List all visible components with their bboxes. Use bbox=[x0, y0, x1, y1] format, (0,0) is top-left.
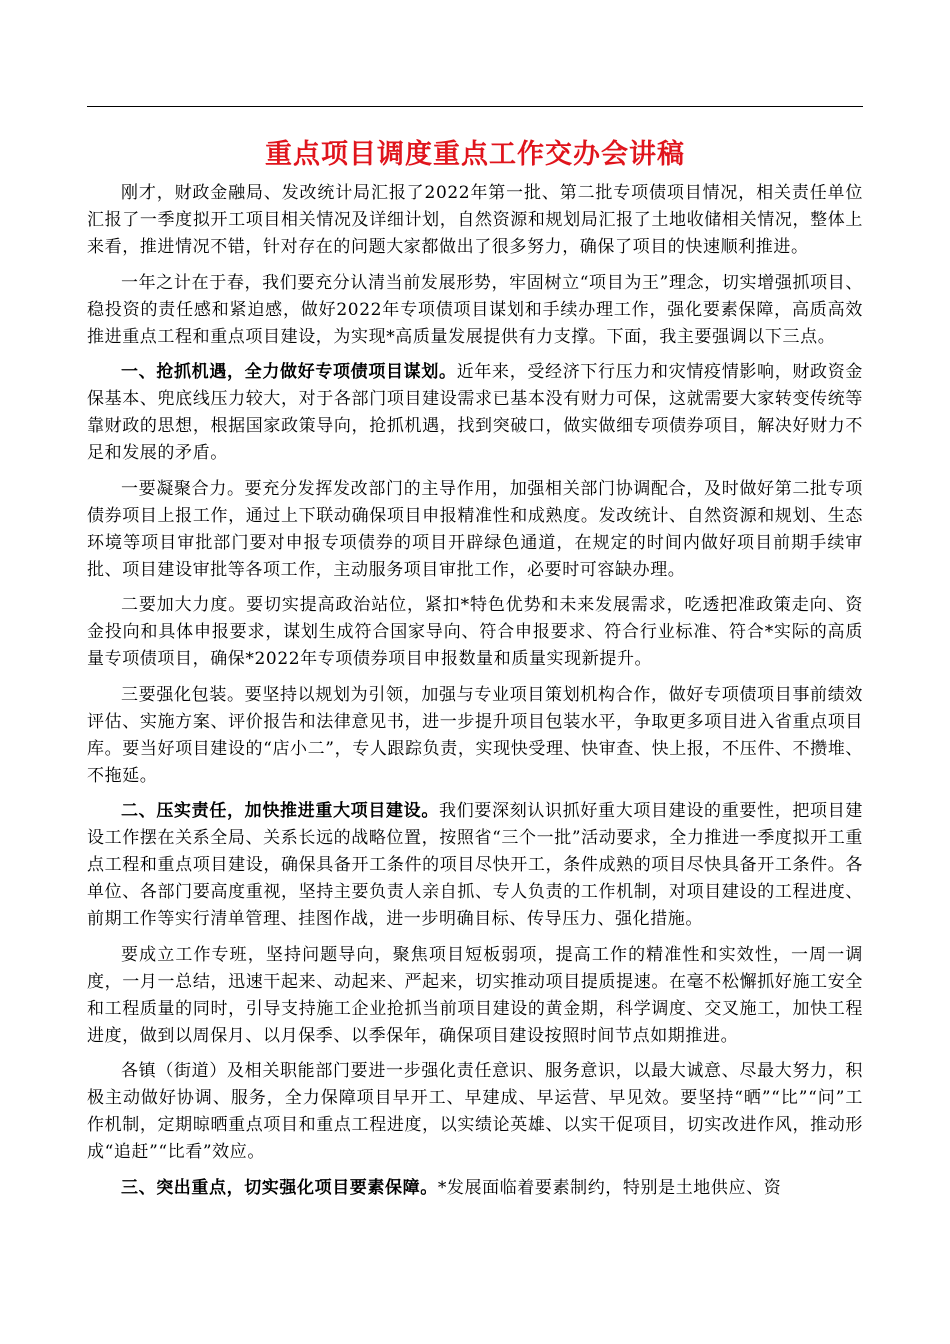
document-title: 重点项目调度重点工作交办会讲稿 bbox=[265, 139, 685, 170]
section-heading: 二、压实责任，加快推进重大项目建设。 bbox=[121, 801, 440, 821]
paragraph-text: 近年来，受经济下行压力和灾情疫情影响，财政资金保基本、兜底线压力较大，对于各部门项目建设需求已基本没有财力可保，这就需要大家转变传统等靠财政的思想，根据国家政策导向，抢抓机遇，找到突破口，做实做细专项债券项目，解决好财力不足和发展的矛盾。 bbox=[87, 362, 863, 463]
body-paragraph bbox=[87, 942, 863, 1050]
paragraph-text: 要成立工作专班，坚持问题导向，聚焦项目短板弱项，提高工作的精准性和实效性，一周一调度，一月一总结，迅速干起来、动起来、严起来，切实推动项目提质提速。在毫不松懈抓好施工安全和工程质量的同时，引导支持施工企业抢抓当前项目建设的黄金期，科学调度、交叉施工，加快工程进度，做到以周保月、以月保季、以季保年，确保项目建设按照时间节点如期推进。 bbox=[87, 944, 863, 1046]
paragraph-text: 各镇（街道）及相关职能部门要进一步强化责任意识、服务意识，以最大诚意、尽最大努力，积极主动做好协调、服务，全力保障项目早开工、早建成、早运营、早见效。要坚持“晒”“比”“问”工作机制，定期晾晒重点项目和重点工程进度，以实绩论英雄、以实干促项目，切实改进作风，推动形成“追赶”“比看”效应。 bbox=[87, 1061, 863, 1162]
section-heading: 一、抢抓机遇，全力做好专项债项目谋划。 bbox=[121, 362, 457, 382]
body-paragraph bbox=[87, 1058, 863, 1166]
body-paragraph bbox=[87, 798, 863, 933]
body-paragraph bbox=[87, 592, 863, 673]
body-paragraph bbox=[87, 359, 863, 467]
paragraph-text: 我们要深刻认识抓好重大项目建设的重要性，把项目建设工作摆在关系全局、关系长远的战略位置，按照省“三个一批”活动要求，全力推进一季度拟开工重点工程和重点项目建设，确保具备开工条件的项目尽快开工，条件成熟的项目尽快具备开工条件。各单位、各部门要高度重视，坚持主要负责人亲自抓、专人负责的工作机制，对项目建设的工程进度、前期工作等实行清单管理、挂图作战，进一步明确目标、传导压力、强化措施。 bbox=[87, 801, 863, 929]
body-paragraph bbox=[87, 180, 863, 261]
body-paragraph bbox=[87, 1175, 863, 1202]
section-heading: 三、突出重点，切实强化项目要素保障。 bbox=[121, 1177, 438, 1198]
paragraph-text: *发展面临着要素制约，特别是土地供应、资 bbox=[437, 1177, 782, 1198]
document-body bbox=[87, 180, 863, 1210]
paragraph-text: 二要加大力度。要切实提高政治站位，紧扣*特色优势和未来发展需求，吃透把准政策走向、资金投向和具体申报要求，谋划生成符合国家导向、符合申报要求、符合行业标准、符合*实际的高质量专项债项目，确保*2022年专项债券项目申报数量和质量实现新提升。 bbox=[87, 595, 863, 669]
header-rule bbox=[87, 106, 863, 107]
body-paragraph bbox=[87, 270, 863, 351]
paragraph-text: 刚才，财政金融局、发改统计局汇报了2022年第一批、第二批专项债项目情况，相关责任单位汇报了一季度拟开工项目相关情况及详细计划，自然资源和规划局汇报了土地收储相关情况，整体上来看，推进情况不错，针对存在的问题大家都做出了很多努力，确保了项目的快速顺利推进。 bbox=[87, 183, 863, 257]
paragraph-text: 一年之计在于春，我们要充分认清当前发展形势，牢固树立“项目为王”理念，切实增强抓项目、稳投资的责任感和紧迫感，做好2022年专项债项目谋划和手续办理工作，强化要素保障，高质高效推进重点工程和重点项目建设，为实现*高质量发展提供有力支撑。下面，我主要强调以下三点。 bbox=[87, 272, 863, 347]
paragraph-text: 一要凝聚合力。要充分发挥发改部门的主导作用，加强相关部门协调配合，及时做好第二批专项债券项目上报工作，通过上下联动确保项目申报精准性和成熟度。发改统计、自然资源和规划、生态环境等项目审批部门要对申报专项债券的项目开辟绿色通道，在规定的时间内做好项目前期手续审批、项目建设审批等各项工作，主动服务项目审批工作，必要时可容缺办理。 bbox=[87, 478, 863, 580]
body-paragraph bbox=[87, 476, 863, 584]
body-paragraph bbox=[87, 682, 863, 790]
paragraph-text: 三要强化包装。要坚持以规划为引领，加强与专业项目策划机构合作，做好专项债项目事前绩效评估、实施方案、评价报告和法律意见书，进一步提升项目包装水平，争取更多项目进入省重点项目库。要当好项目建设的“店小二”，专人跟踪负责，实现快受理、快审查、快上报，不压件、不攒堆、不拖延。 bbox=[87, 684, 863, 786]
